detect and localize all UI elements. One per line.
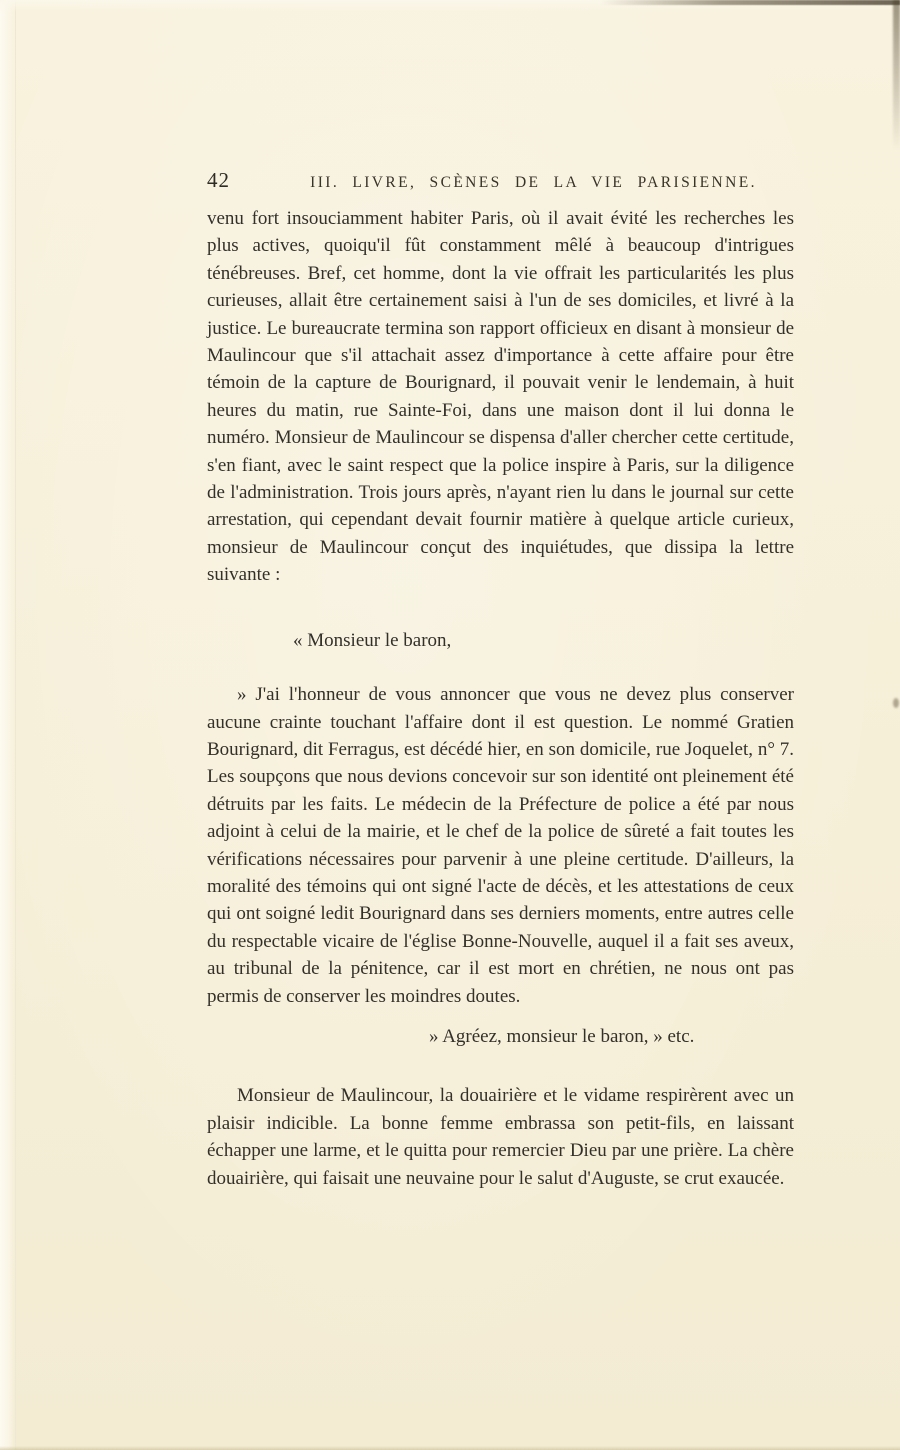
running-title: III. LIVRE, SCÈNES DE LA VIE PARISIENNE. <box>310 174 757 191</box>
page-number: 42 <box>207 168 230 192</box>
page-header <box>207 168 794 193</box>
scan-edge-left <box>0 0 16 1450</box>
letter-closing: » Agréez, monsieur le baron, » etc. <box>429 1025 695 1047</box>
scan-edge-mark <box>893 698 899 708</box>
paragraph-continuation: venu fort insouciamment habiter Paris, où il avait évité les recherches les plus actives, quoiqu'il fût constamment mêlé à beaucoup d'intrigues ténébreuses. Bref, cet homme, dont la vie offrait les particularités les plus curieuses, allait être certainement saisi à l'un de ses domiciles, et livré à la justice. Le bureaucrate termina son rapport officieux en disant à monsieur de Maulincour que s'il attachait assez d'importance à cette affaire pour être témoin de la capture de Bourignard, il pouvait venir le lendemain, à huit heures du matin, rue Sainte-Foi, dans une maison dont il lui donna le numéro. Monsieur de Maulincour se dispensa d'aller chercher cette certitude, s'en fiant, avec le saint respect que la police inspire à Paris, sur la diligence de l'administration. Trois jours après, n'ayant rien lu dans le journal sur cette arrestation, qui cependant devait fournir matière à quelque article curieux, monsieur de Maulincour conçut des inquiétudes, que dissipa la lettre suivante : <box>207 208 794 586</box>
text-block <box>207 168 794 1192</box>
letter-body: » J'ai l'honneur de vous annoncer que vous ne devez plus conserver aucune crainte touchant l'affaire dont il est question. Le nommé Gratien Bourignard, dit Ferragus, est décédé hier, en son domicile, rue Joquelet, n° 7. Les soupçons que nous devions concevoir sur son identité ont pleinement été détruits par les faits. Le médecin de la Préfecture de police a été par nous adjoint à celui de la mairie, et le chef de la police de sûreté a fait toutes les vérifications nécessaires pour parvenir à une pleine certitude. D'ailleurs, la moralité des témoins qui ont signé l'acte de décès, et les attestations de ceux qui ont soigné ledit Bourignard dans ses derniers moments, entre autres celle du respectable vicaire de l'église Bonne-Nouvelle, auquel il a fait ses aveux, au tribunal de la pénitence, car il est mort en chrétien, ne nous ont pas permis de conserver les moindres doutes. <box>207 684 794 1007</box>
paragraph-final: Monsieur de Maulincour, la douairière et le vidame respirèrent avec un plaisir indicible. La bonne femme embrassa son petit-fils, en laissant échapper une larme, et le quitta pour remercier Dieu par une prière. La chère douairière, qui faisait une neuvaine pour le salut d'Auguste, se crut exaucée. <box>207 1085 794 1189</box>
scan-corner-shade <box>893 0 900 150</box>
letter-salutation: « Monsieur le baron, <box>293 629 452 651</box>
scan-smudge-top-right <box>600 0 900 5</box>
scan-edge-bottom <box>0 1446 900 1450</box>
